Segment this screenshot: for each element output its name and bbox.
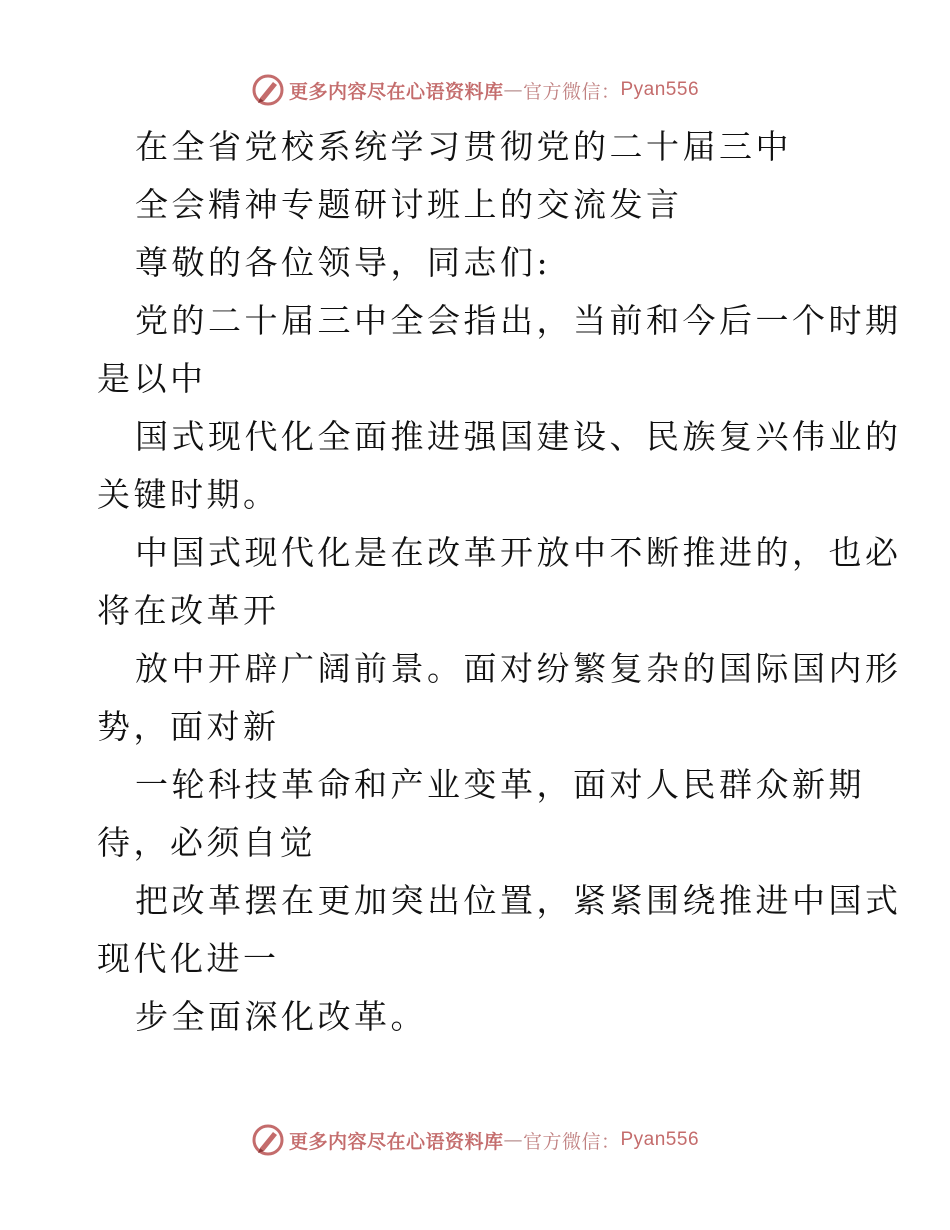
watermark-main-text: 更多内容尽在心语资料库 <box>288 80 504 103</box>
pen-logo-icon <box>251 1123 285 1157</box>
text-line: 把改革摆在更加突出位置，紧紧围绕推进中国式 <box>135 881 902 920</box>
watermark-wechat-id: Pyan556 <box>620 1129 700 1150</box>
watermark-label: 官方微信： <box>522 80 621 103</box>
watermark-main-text: 更多内容尽在心语资料库 <box>288 1130 504 1153</box>
text-line: 关键时期。 <box>97 475 280 514</box>
text-line: 尊敬的各位领导，同志们: <box>135 243 552 282</box>
text-line: 国式现代化全面推进强国建设、民族复兴伟业的 <box>135 417 902 456</box>
document-body <box>97 118 902 1046</box>
text-line: 在全省党校系统学习贯彻党的二十届三中 <box>135 127 792 166</box>
text-line: 一轮科技革命和产业变革，面对人民群众新期 <box>135 765 865 804</box>
footer-watermark <box>0 1120 950 1160</box>
watermark-wechat-id: Pyan556 <box>620 79 700 100</box>
text-line: 待，必须自觉 <box>97 823 316 862</box>
text-line: 现代化进一 <box>97 939 280 978</box>
text-line: 全会精神专题研讨班上的交流发言 <box>135 185 683 224</box>
watermark-label: 官方微信： <box>522 1130 621 1153</box>
text-line: 步全面深化改革。 <box>135 997 427 1036</box>
watermark-separator: — <box>503 79 523 101</box>
text-line: 是以中 <box>97 359 207 398</box>
text-line: 党的二十届三中全会指出，当前和今后一个时期 <box>135 301 902 340</box>
pen-logo-icon <box>251 73 285 107</box>
text-line: 中国式现代化是在改革开放中不断推进的，也必 <box>135 533 902 572</box>
header-watermark <box>0 70 950 110</box>
text-line: 将在改革开 <box>97 591 280 630</box>
text-line: 势，面对新 <box>97 707 280 746</box>
text-line: 放中开辟广阔前景。面对纷繁复杂的国际国内形 <box>135 649 902 688</box>
watermark-separator: — <box>503 1129 523 1151</box>
